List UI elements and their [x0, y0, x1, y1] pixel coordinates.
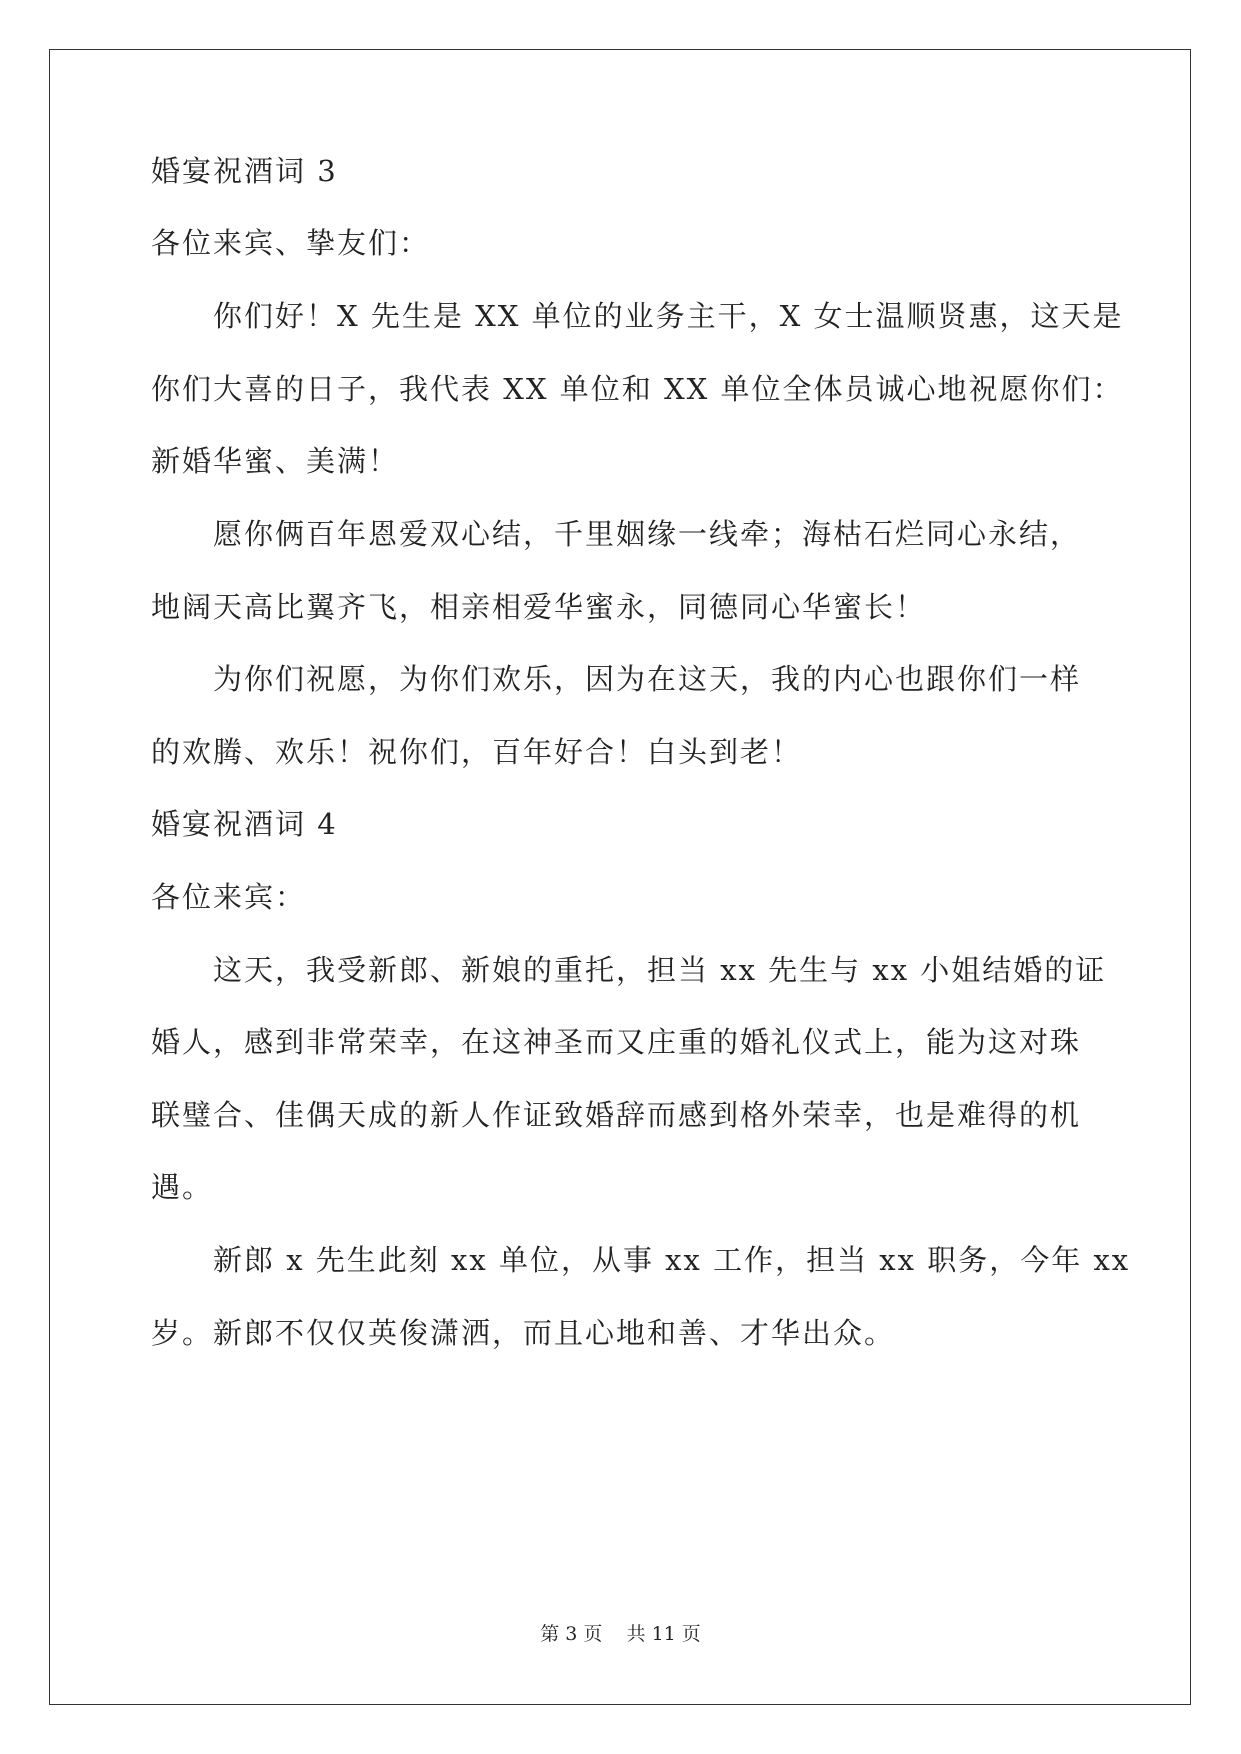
paragraph-line: 遇。 [151, 1170, 214, 1204]
paragraph-line: 联璧合、佳偶天成的新人作证致婚辞而感到格外荣幸，也是难得的机 [151, 1098, 1082, 1132]
paragraph-line: 新郎 x 先生此刻 xx 单位，从事 xx 工作，担当 xx 职务，今年 xx [213, 1243, 1131, 1277]
paragraph-line: 新婚华蜜、美满！ [151, 444, 400, 478]
salutation-section-4: 各位来宾： [151, 880, 307, 914]
paragraph-line: 为你们祝愿，为你们欢乐，因为在这天，我的内心也跟你们一样 [213, 662, 1082, 696]
paragraph-line: 岁。新郎不仅仅英俊潇洒，而且心地和善、才华出众。 [151, 1316, 896, 1350]
paragraph-line: 的欢腾、欢乐！祝你们，百年好合！白头到老！ [151, 735, 803, 769]
paragraph-line: 婚人，感到非常荣幸，在这神圣而又庄重的婚礼仪式上，能为这对珠 [151, 1025, 1082, 1059]
paragraph-line: 你们好！X 先生是 XX 单位的业务主干，X 女士温顺贤惠，这天是 [213, 299, 1124, 333]
page-footer [0, 1622, 1241, 1646]
salutation-section-3: 各位来宾、挚友们： [151, 226, 431, 260]
heading-section-4: 婚宴祝酒词 4 [151, 807, 338, 841]
page-total: 共 11 页 [626, 1623, 701, 1645]
paragraph-line: 愿你俩百年恩爱双心结，千里姻缘一线牵；海枯石烂同心永结， [213, 517, 1082, 551]
page-number: 第 3 页 [540, 1623, 603, 1645]
paragraph-line: 这天，我受新郎、新娘的重托，担当 xx 先生与 xx 小姐结婚的证 [213, 953, 1107, 987]
heading-section-3: 婚宴祝酒词 3 [151, 154, 338, 188]
paragraph-line: 地阔天高比翼齐飞，相亲相爱华蜜永，同德同心华蜜长！ [151, 590, 927, 624]
paragraph-line: 你们大喜的日子，我代表 XX 单位和 XX 单位全体员诚心地祝愿你们： [151, 372, 1124, 406]
